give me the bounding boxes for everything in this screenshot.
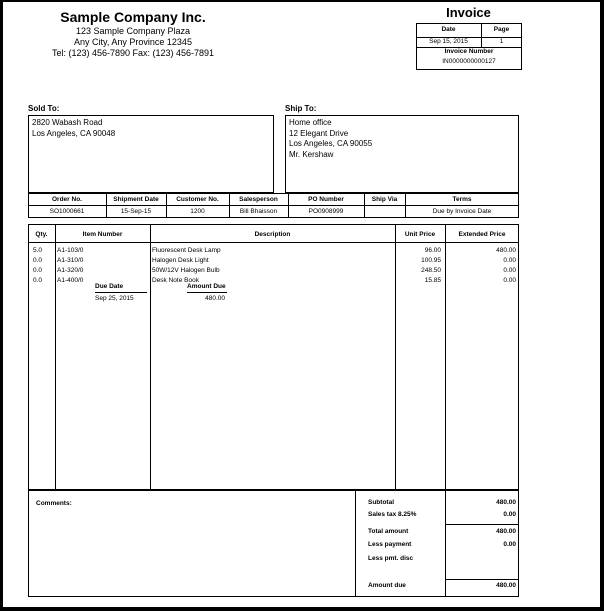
salesperson: Bill Bhaisson — [239, 208, 278, 215]
total-amount-label: Total amount — [368, 528, 409, 535]
due-date-label: Due Date — [95, 283, 124, 290]
amount-due-value: 480.00 — [205, 295, 225, 302]
ship-to-line: 12 Elegant Drive — [289, 128, 349, 138]
extended-price-column — [445, 246, 516, 286]
description-cell: Fluorescent Desk Lamp — [152, 247, 221, 254]
less-pmt-disc-label: Less pmt. disc — [368, 555, 414, 562]
terms: Due by Invoice Date — [432, 208, 492, 215]
sold-to-label: Sold To: — [28, 104, 60, 113]
extended-price-cell: 0.00 — [503, 277, 516, 284]
unit-price-header: Unit Price — [404, 231, 436, 238]
invoice-date-label: Date — [441, 26, 456, 33]
invoice-page — [3, 2, 600, 607]
extended-price-cell: 480.00 — [496, 247, 516, 254]
customer-no-header: Customer No. — [176, 196, 219, 203]
unit-price-column — [395, 246, 441, 286]
company-address-2: Any City, Any Province 12345 — [74, 37, 192, 47]
invoice-page: 1 — [499, 38, 504, 45]
due-date: Sep 25, 2015 — [95, 295, 134, 302]
qty-column — [33, 246, 42, 286]
po-number: PO0908999 — [308, 208, 344, 215]
order-no: SO1000661 — [49, 208, 85, 215]
description-cell: Halogen Desk Light — [152, 257, 209, 264]
shipment-date-header: Shipment Date — [113, 196, 159, 203]
subtotal-value: 480.00 — [496, 499, 516, 506]
po-number-header: PO Number — [308, 196, 344, 203]
sold-to-line: 2820 Wabash Road — [32, 118, 103, 127]
unit-price-cell: 15.85 — [424, 277, 441, 284]
item-number-cell: A1-320/0 — [57, 267, 84, 274]
sold-to-address — [32, 118, 115, 139]
ship-via-header: Ship Via — [371, 196, 398, 203]
extended-price-cell: 0.00 — [503, 267, 516, 274]
invoice-title: Invoice — [446, 5, 491, 20]
total-amount-value: 480.00 — [496, 528, 516, 535]
company-address-1: 123 Sample Company Plaza — [75, 26, 191, 36]
qty-cell: 5.0 — [33, 247, 43, 254]
item-number-cell: A1-400/0 — [57, 277, 84, 284]
ship-to-label: Ship To: — [285, 104, 317, 113]
terms-header: Terms — [452, 196, 472, 203]
qty-cell: 0.0 — [33, 277, 43, 284]
unit-price-cell: 248.50 — [421, 267, 441, 274]
invoice-number-label: Invoice Number — [444, 48, 494, 55]
description-cell: 50W/12V Halogen Bulb — [152, 267, 220, 274]
company-phone: Tel: (123) 456-7890 Fax: (123) 456-7891 — [51, 48, 215, 58]
customer-no: 1200 — [190, 208, 205, 215]
qty-cell: 0.0 — [33, 267, 43, 274]
salesperson-header: Salesperson — [239, 196, 278, 203]
item-number-cell: A1-310/0 — [57, 257, 84, 264]
shipment-date: 15-Sep-15 — [120, 208, 152, 215]
ship-to-address — [289, 118, 372, 160]
company-name: Sample Company Inc. — [60, 9, 206, 25]
invoice-page-label: Page — [493, 26, 510, 33]
comments-label: Comments: — [36, 500, 72, 507]
unit-price-cell: 100.95 — [421, 257, 441, 264]
item-number-cell: A1-103/0 — [57, 247, 84, 254]
sales-tax-value: 0.00 — [503, 511, 516, 518]
unit-price-cell: 96.00 — [424, 247, 441, 254]
invoice-date: Sep 15, 2015 — [429, 38, 468, 45]
ship-to-line: Home office — [289, 118, 332, 127]
order-no-header: Order No. — [52, 196, 82, 203]
ship-to-line: Los Angeles, CA 90055 — [289, 139, 373, 148]
less-payment-value: 0.00 — [503, 541, 516, 548]
description-cell: Desk Note Book — [152, 277, 199, 284]
amount-due-total-label: Amount due — [368, 582, 406, 589]
description-column — [152, 246, 221, 286]
item-number-column — [57, 246, 83, 286]
subtotal-label: Subtotal — [368, 499, 394, 506]
sold-to-line: Los Angeles, CA 90048 — [32, 128, 116, 138]
less-payment-label: Less payment — [368, 541, 412, 548]
invoice-number: IN0000000000127 — [442, 58, 496, 65]
qty-cell: 0.0 — [33, 257, 43, 264]
amount-due-total-value: 480.00 — [496, 582, 516, 589]
qty-header: Qty. — [35, 231, 48, 238]
amount-due-label: Amount Due — [187, 283, 226, 290]
description-header: Description — [254, 231, 291, 238]
sales-tax-label: Sales tax 8.25% — [368, 511, 417, 518]
extended-price-cell: 0.00 — [503, 257, 516, 264]
item-number-header: Item Number — [82, 231, 123, 238]
ship-to-line: Mr. Kershaw — [289, 149, 334, 159]
extended-price-header: Extended Price — [458, 231, 506, 238]
